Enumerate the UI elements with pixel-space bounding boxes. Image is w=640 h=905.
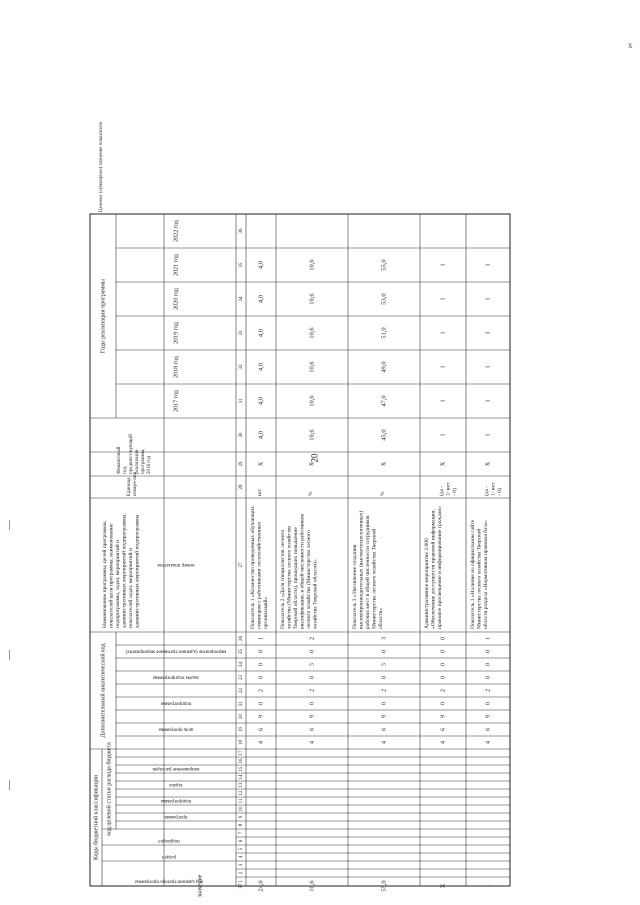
column-number: 23	[239, 675, 245, 680]
column-number: 35	[239, 262, 245, 268]
analytic-code-value: 3	[381, 637, 388, 640]
analytic-code-value: 0	[485, 702, 492, 705]
column-number: 17	[239, 750, 245, 756]
analytic-code-value: 0	[258, 702, 265, 705]
row-year-value: 10,6	[308, 429, 316, 441]
row-year-value: 49,0	[380, 361, 388, 373]
column-number: 22	[239, 688, 245, 693]
row-year-value: 51,0	[380, 327, 388, 339]
header-unit: Единицаизмере-ния	[127, 472, 138, 496]
row-name: Показатель 1 «Наличие на официальном сайтеМинистерства лесного хозяйства Тверскойобласти раздела «Нормативная правовая база»	[470, 519, 489, 629]
analytic-code-value: 9	[485, 715, 492, 718]
header-target-sub: подпрограмма	[160, 797, 192, 803]
column-number: 4	[239, 855, 245, 859]
analytic-code-value: 4	[258, 741, 265, 744]
analytic-code-value: 2	[440, 689, 447, 692]
row-year-value: 10,6	[308, 259, 316, 271]
column-number: 13	[239, 782, 245, 788]
row-year-value: 47,0	[380, 395, 388, 407]
column-number: 31	[239, 398, 245, 404]
row-year-value: 45,0	[380, 429, 388, 441]
analytic-code-value: 0	[440, 663, 447, 666]
column-number: 37	[239, 883, 245, 889]
row-year-value: 1	[439, 297, 447, 301]
analytic-code-value: 0	[309, 676, 316, 679]
analytic-code-value: 0	[485, 663, 492, 666]
rotated-table-sheet	[90, 42, 503, 898]
row-base-year: Х	[257, 461, 265, 467]
row-base-year: Х	[308, 461, 316, 467]
program-indicators-table	[90, 42, 503, 898]
page-number: 20	[309, 453, 320, 463]
column-number: 27	[239, 562, 245, 568]
column-number: 26	[239, 636, 245, 641]
row-year-value: 10,6	[308, 361, 316, 373]
analytic-code-value: 0	[258, 676, 265, 679]
analytic-code-value: 6	[258, 728, 265, 731]
header-analytic-sub: задача подпрограммы	[152, 674, 200, 680]
analytic-code-value: 9	[440, 715, 447, 718]
row-year-value: 10,6	[308, 327, 316, 339]
margin-dash	[9, 650, 10, 660]
column-number: 3	[239, 863, 245, 867]
row-total: 24,0	[257, 880, 265, 892]
header-year: 2017 год	[173, 390, 180, 412]
header-analytic-sub: номер показателя	[157, 561, 195, 567]
row-year-value: 4,0	[257, 396, 265, 406]
header-year: 2018 год	[173, 356, 180, 378]
row-year-value: 55,0	[380, 259, 388, 271]
row-year-value: 1	[439, 365, 447, 369]
row-total: 1	[484, 884, 492, 888]
column-number: 20	[239, 714, 245, 719]
column-number: 8	[239, 823, 245, 827]
row-year-value: 1	[484, 365, 492, 369]
column-number: 16	[239, 758, 245, 764]
row-year-value: 4,0	[257, 294, 265, 304]
analytic-code-value: 0	[440, 676, 447, 679]
row-name: Показатель 3 «Увеличение созданиявысокопроизводительных (высокотехнологичных)рабочих мест в общей численности сотрудниковМинистерства лесного хозяйства Тверскойобласти»	[352, 510, 384, 629]
column-number: 34	[239, 296, 245, 302]
analytic-code-value: 2	[258, 689, 265, 692]
analytic-code-value: 0	[485, 676, 492, 679]
row-unit: %	[308, 491, 314, 496]
header-target-sub: программа	[164, 813, 188, 819]
header-budget-codes: Коды бюджетной классификации	[93, 775, 100, 860]
column-number: 5	[239, 847, 245, 851]
header-target-sub: направление расходов	[152, 765, 200, 771]
column-number: 21	[239, 701, 245, 706]
row-year-value: 1	[439, 331, 447, 335]
analytic-code-value: 9	[309, 715, 316, 718]
header-analytic-sub: цель программы	[158, 726, 194, 732]
row-year-value: 1	[484, 263, 492, 267]
row-total: Х	[439, 883, 447, 889]
header-target-value-sub: значение	[197, 874, 204, 898]
column-number: 1	[239, 880, 245, 883]
column-number: 6	[239, 839, 245, 843]
analytic-code-value: 0	[440, 637, 447, 640]
column-number: 15	[239, 766, 245, 772]
analytic-code-value: 6	[309, 728, 316, 731]
header-target-code: код целевой статьи расхода бюджета	[106, 742, 113, 836]
row-year-value: 1	[439, 399, 447, 403]
row-year-value: 4,0	[257, 430, 265, 440]
analytic-code-value: 9	[258, 715, 265, 718]
header-subsection: подраздел	[158, 837, 180, 843]
row-unit: шт.	[257, 488, 263, 496]
analytic-code-value: 0	[309, 702, 316, 705]
row-unit: (да -1/ нет- 0)	[439, 482, 458, 496]
column-number: 32	[239, 364, 245, 370]
row-total: 10,6	[308, 880, 316, 892]
header-analytic-sub: подпрограмма	[160, 700, 192, 706]
column-number: 30	[239, 432, 245, 438]
analytic-code-value: 0	[258, 663, 265, 666]
header-finance: Финансовыйгод,предшест-вующийреализациипрограммы,2016 год	[117, 434, 152, 474]
column-number: 25	[239, 649, 245, 654]
header-target-sub: задача	[169, 781, 183, 787]
analytic-code-value: 0	[381, 676, 388, 679]
analytic-code-value: 6	[485, 728, 492, 731]
row-unit: (да -1/ нет- 0)	[484, 482, 503, 496]
header-year: 2020 год	[173, 288, 180, 310]
analytic-code-value: 2	[309, 689, 316, 692]
column-number: 9	[239, 815, 245, 819]
row-name: Показатель 2 «Доля специалистов лесногохозяйства (Министерства лесного хозяйстваТверской области), прошедших повышениеквалификации, в общей численности работниковлесного хозяйства (Министерства лесногохозяйства Тверской области)»	[280, 514, 319, 629]
column-number: 10	[239, 806, 245, 812]
column-number: 2	[239, 871, 245, 875]
row-base-year: Х	[439, 461, 447, 467]
row-unit: %	[380, 491, 386, 496]
margin-dash	[9, 520, 10, 530]
analytic-code-value: 0	[258, 650, 265, 653]
header-years: Годы реализации программы	[100, 278, 107, 354]
row-year-value: 10,6	[308, 293, 316, 305]
row-year-value: 1	[439, 433, 447, 437]
analytic-code-value: 4	[381, 741, 388, 744]
column-number: 18	[239, 740, 245, 745]
row-year-value: 4,0	[257, 362, 265, 372]
analytic-code-value: 1	[258, 637, 265, 640]
analytic-code-value: 9	[381, 715, 388, 718]
header-section: раздел	[162, 853, 176, 859]
row-name: Показатель 1 «Количество проведенных обучающихсеминаров с работниками лесохозяйственныхорганизаций»	[250, 506, 269, 629]
row-year-value: 53,0	[380, 293, 388, 305]
column-number: 14	[239, 774, 245, 780]
analytic-code-value: 5	[309, 663, 316, 666]
row-year-value: 1	[484, 331, 492, 335]
row-year-value: 10,6	[308, 395, 316, 407]
header-target-value: Целевое (суммарное) значение показателя	[99, 122, 104, 212]
row-name: Административное мероприятие 2.006«Обеспечение доступности правовой информации,правовое просвещение и информирование граждан»	[424, 505, 443, 629]
analytic-code-value: 2	[485, 689, 492, 692]
analytic-code-value: 5	[381, 663, 388, 666]
column-number: 7	[239, 831, 245, 835]
column-number: 24	[239, 662, 245, 667]
header-analytic-code: Дополнительный аналитический код	[100, 643, 107, 738]
column-number: 12	[239, 790, 245, 796]
header-admin-code: код администратора программы	[134, 878, 204, 884]
row-year-value: 1	[484, 399, 492, 403]
analytic-code-value: 1	[485, 637, 492, 640]
analytic-code-value: 6	[381, 728, 388, 731]
row-total: 55,0	[380, 880, 388, 892]
column-number: 33	[239, 330, 245, 336]
row-year-value: 4,0	[257, 260, 265, 270]
column-number: 36	[239, 228, 245, 234]
row-base-year: Х	[380, 461, 388, 467]
column-number: 29	[239, 461, 245, 467]
header-year: 2021 год	[173, 254, 180, 276]
analytic-code-value: 0	[440, 650, 447, 653]
header-name: Наименование программы, целей программы,показателей цели программы, наименованиеподпрограммы, задач, мероприятий иадминистративных мероприятий подпрограммы,показателей задач, мероприятий иадминистративных мероприятий подпрограммы	[102, 513, 141, 628]
header-analytic-sub: мероприятие (административное мероприятие)	[125, 648, 227, 654]
analytic-code-value: 0	[440, 702, 447, 705]
analytic-code-value: 4	[309, 741, 316, 744]
column-number: 28	[239, 484, 245, 490]
header-year: 2019 год	[173, 322, 180, 344]
analytic-code-value: 4	[485, 741, 492, 744]
analytic-code-value: 0	[381, 702, 388, 705]
analytic-code-value: 6	[440, 728, 447, 731]
margin-mark: х	[628, 40, 633, 50]
row-year-value: 1	[439, 263, 447, 267]
margin-dash	[9, 780, 10, 790]
header-year: 2022 год	[173, 220, 180, 242]
analytic-code-value: 0	[381, 650, 388, 653]
analytic-code-value: 0	[485, 650, 492, 653]
row-year-value: 4,0	[257, 328, 265, 338]
row-year-value: 1	[484, 433, 492, 437]
column-number: 11	[239, 798, 245, 804]
analytic-code-value: 4	[440, 741, 447, 744]
row-base-year: Х	[484, 461, 492, 467]
analytic-code-value: 0	[309, 650, 316, 653]
analytic-code-value: 2	[309, 637, 316, 640]
row-year-value: 1	[484, 297, 492, 301]
analytic-code-value: 2	[381, 689, 388, 692]
column-number: 19	[239, 727, 245, 732]
